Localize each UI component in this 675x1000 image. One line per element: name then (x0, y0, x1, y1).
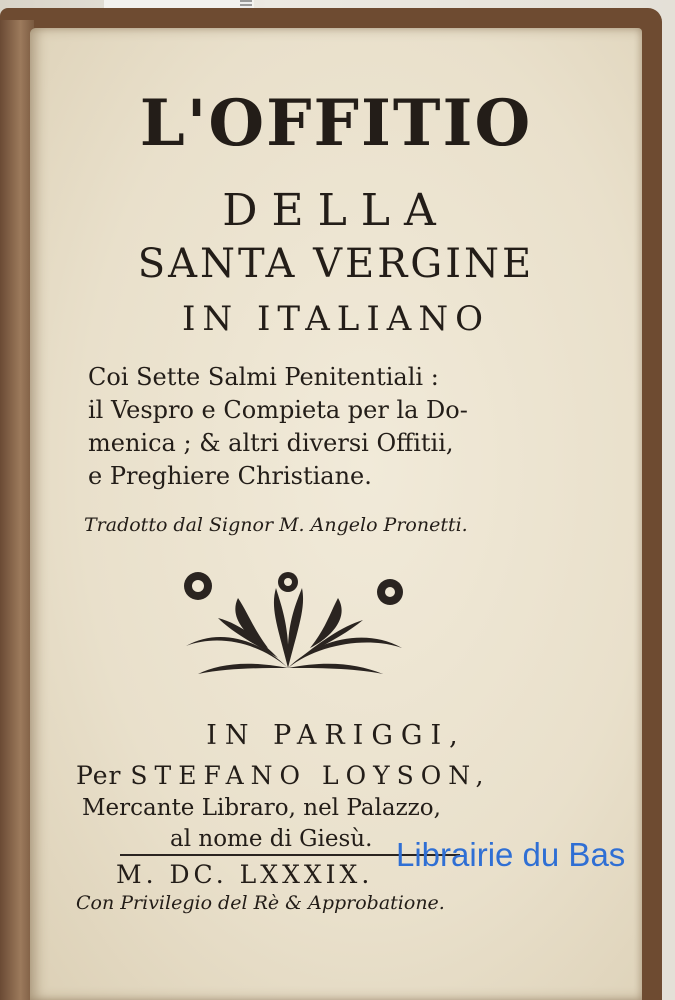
imprint-printer (76, 761, 490, 790)
privilege-line: Con Privilegio del Rè & Approbatione. (76, 892, 445, 914)
book-spine (0, 20, 34, 1000)
imprint-address: Mercante Libraro, nel Palazzo, (82, 795, 441, 821)
title-line-3: SANTA VERGINE (137, 241, 535, 287)
subtitle-line-2: il Vespro e Compieta per la Do- (88, 396, 468, 424)
title-line-4: IN ITALIANO (182, 299, 490, 339)
imprint-sign: al nome di Giesù. (170, 826, 373, 852)
subtitle-line-1: Coi Sette Salmi Penitentiali : (88, 363, 439, 391)
floral-ornament-icon (178, 568, 408, 678)
title-line-2: DELLA (222, 185, 450, 236)
translator-line: Tradotto dal Signor M. Angelo Pronetti. (84, 514, 468, 536)
watermark-text: Librairie du Bas (396, 836, 626, 873)
subtitle-line-4: e Preghiere Christiane. (88, 462, 372, 490)
title-line-1: L'OFFITIO (139, 86, 533, 161)
subtitle-line-3: menica ; & altri diversi Offitii, (88, 429, 454, 457)
imprint-printer-prefix: Per (76, 761, 122, 790)
imprint-printer-name: STEFANO LOYSON, (130, 761, 491, 790)
imprint-place: IN PARIGGI, (206, 720, 466, 751)
imprint-year: M. DC. LXXXIX. (116, 860, 374, 889)
